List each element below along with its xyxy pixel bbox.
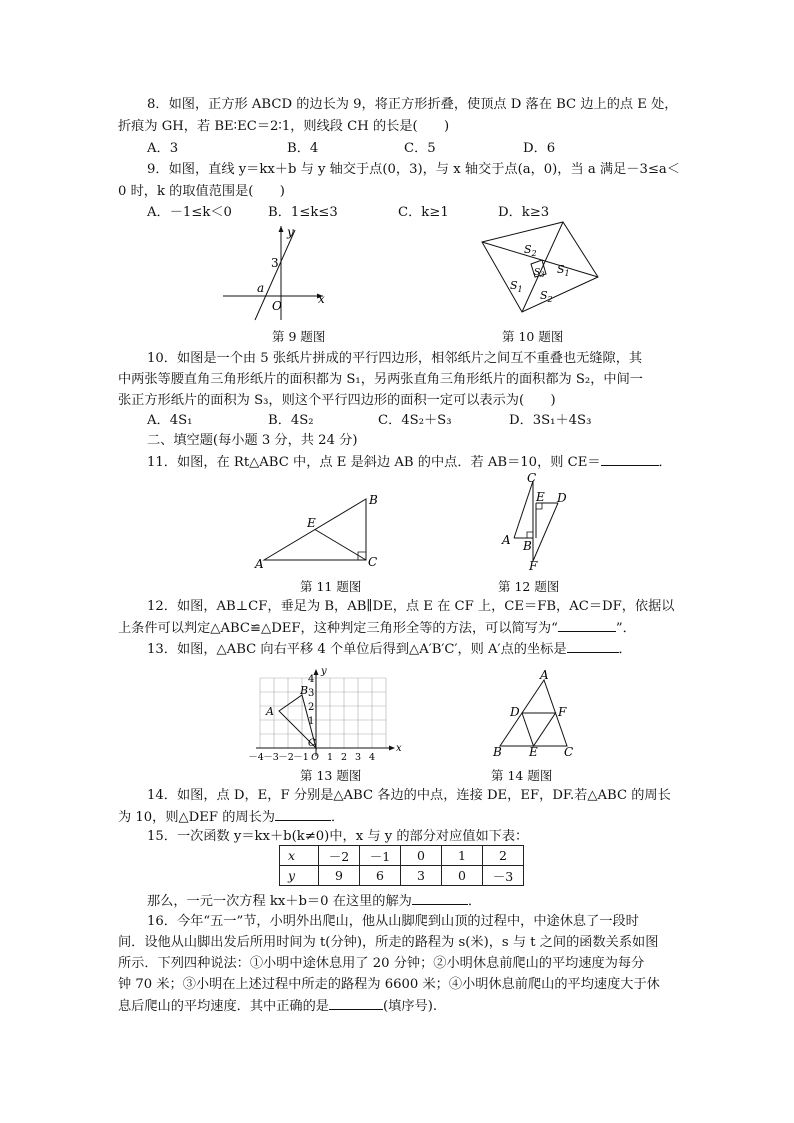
q15-y-label: y [280,866,319,886]
q13-answer-blank[interactable] [567,640,619,653]
q8-option-a: A．3 [147,141,179,156]
figure-12 [498,472,578,572]
q9-option-a: A．－1≤k＜0 [147,205,232,220]
fig13-ytick-2: 2 [308,702,315,713]
fig11-caption: 第 11 题图 [300,579,362,594]
fig14-triangle-def [522,713,556,746]
q9-line2: 0 时，k 的取值范围是( ) [118,184,285,199]
q16-line4: 钟 70 米；③小明在上述过程中所走的路程为 6600 米；④小明休息前爬山的平均速度大于休 [118,977,660,992]
fig10-s1-right: $S_1$ [557,263,570,278]
section-2-heading: 二、填空题(每小题 3 分，共 24 分) [147,433,358,448]
q8-line1: 8．如图，正方形 ABCD 的边长为 9，将正方形折叠，使顶点 D 落在 BC 边上的点 E 处， [147,97,678,112]
fig14-label-A: A [540,668,549,682]
fig13-ytick-1: 1 [308,716,315,727]
q11-answer-blank[interactable] [601,453,659,466]
q8-option-b: B．4 [287,141,319,156]
fig12-label-F: F [529,559,538,573]
fig14-label-D: D [510,705,520,719]
figure-14 [490,670,580,760]
fig10-s2-bottom: $S_2$ [540,289,553,304]
fig12-line-df [533,503,558,561]
fig13-xtick-1: 1 [326,752,334,763]
fig14-label-F: F [558,705,567,719]
fig9-caption: 第 9 题图 [272,329,326,344]
fig9-label-x: x [318,292,325,306]
fig9-label-y: y [287,225,294,239]
fig12-label-E: E [536,490,545,504]
q15-answer-blank[interactable] [412,892,468,905]
fig12-line-ca [514,481,533,538]
fig13-ytick-3: 3 [308,688,315,699]
fig14-label-B: B [493,745,502,759]
q15-x-label: x [280,846,319,866]
fig13-origin: O [311,752,319,763]
q9-option-d: D．k≥3 [498,205,550,220]
q9-option-c: C．k≥1 [398,205,449,220]
q12-line2: 上条件可以判定△ABC≌△DEF，这种判定三角形全等的方法，可以简写为“ ”． [118,621,636,636]
fig13-xtick-m3: －3 [263,752,279,763]
fig11-label-E: E [307,516,316,530]
fig11-label-C: C [368,555,378,569]
fig13-xtick-m1: －1 [293,752,309,763]
q12-answer-blank[interactable] [558,619,616,632]
q12-line1: 12．如图，AB⊥CF，垂足为 B，AB∥DE，点 E 在 CF 上，CE＝FB，AC＝DF，依据以 [147,599,675,614]
fig9-label-origin: O [272,299,282,313]
fig14-caption: 第 14 题图 [491,768,553,783]
q10-line2: 中两张等腰直角三角形纸片的面积都为 S₁，另两张直角三角形纸片的面积都为 S₂，中间一 [118,372,643,387]
fig13-caption: 第 13 题图 [300,768,362,783]
q13-line: 13．如图，△ABC 向右平移 4 个单位后得到△A′B′C′，则 A′点的坐标是 ． [147,642,632,657]
q8-option-d: D．6 [523,141,556,156]
fig13-label-B: B [300,684,309,697]
fig10-caption: 第 10 题图 [502,329,564,344]
fig10-s1-left: $S_1$ [510,279,523,294]
fig13-label-A: A [266,705,274,718]
fig12-label-A: A [502,533,511,547]
fig13-xtick-2: 2 [340,752,348,763]
q16-line5: 息后爬山的平均速度．其中正确的是 (填序号). [118,999,438,1014]
fig11-label-A: A [255,557,264,571]
q9-line1: 9．如图，直线 y＝kx＋b 与 y 轴交于点(0，3)，与 x 轴交于点(a，0)，当 a 满足－3≤a＜ [147,162,680,177]
fig12-label-C: C [527,471,537,485]
fig13-label-y: y [321,666,327,677]
fig14-label-C: C [564,745,574,759]
fig9-label-3: 3 [271,256,279,270]
fig10-s3: $S_3$ [534,268,545,279]
fig9-y-arrow [279,226,284,232]
q10-line1: 10．如图是一个由 5 张纸片拼成的平行四边形，相邻纸片之间互不重叠也无缝隙，其 [147,351,643,366]
q15-row-x: x －2 －1 0 1 2 [280,846,524,866]
q14-line2: 为 10，则△DEF 的周长为 ． [118,810,345,825]
q10-option-d: D．3S₁＋4S₃ [509,413,592,428]
fig14-label-E: E [529,745,538,759]
q15-line1: 15．一次函数 y＝kx＋b(k≠0)中，x 与 y 的部分对应值如下表： [147,829,529,844]
q16-line1: 16．今年“五一”节，小明外出爬山，他从山脚爬到山顶的过程中，中途休息了一段时 [147,914,639,929]
fig13-ytick-4: 4 [308,674,315,685]
q8-line2: 折痕为 GH，若 BE∶EC＝2∶1，则线段 CH 的长是( ) [118,119,450,134]
fig12-caption: 第 12 题图 [498,579,560,594]
figure-10 [480,220,600,316]
figure-11 [252,493,387,573]
fig13-xtick-4: 4 [368,752,376,763]
fig13-xtick-m4: －4 [248,752,264,763]
fig13-label-C: C [308,738,316,749]
q15-value-table [279,845,524,886]
q10-option-b: B．4S₂ [268,413,314,428]
fig10-s2-top: $S_2$ [524,243,537,258]
fig13-xtick-3: 3 [354,752,362,763]
q16-line3: 所示．下列四种说法：①小明中途休息用了 20 分钟；②小明休息前爬山的平均速度为每分 [118,956,645,971]
fig13-grid [260,678,386,748]
q11-line: 11．如图，在 Rt△ABC 中，点 E 是斜边 AB 的中点．若 AB＝10，则 CE＝ ． [147,455,672,470]
q16-line2: 间．设他从山脚出发后所用时间为 t(分钟)，所走的路程为 s(米)，s 与 t 之间的函数关系如图 [118,935,659,950]
fig12-label-D: D [557,491,567,505]
fig13-label-x: x [396,743,402,754]
q10-option-a: A．4S₁ [147,413,193,428]
q10-line3: 张正方形纸片的面积为 S₃，则这个平行四边形的面积一定可以表示为( ) [118,393,556,408]
q10-option-c: C．4S₂＋S₃ [378,413,452,428]
q11-text: 11．如图，在 Rt△ABC 中，点 E 是斜边 AB 的中点．若 AB＝10，则 CE＝ [147,455,601,470]
q15-line2: 那么，一元一次方程 kx＋b＝0 在这里的解为 ． [147,894,482,909]
figure-13 [246,666,406,766]
fig9-label-a: a [257,281,265,295]
fig13-xtick-m2: －2 [278,752,294,763]
q14-answer-blank[interactable] [275,808,331,821]
fig11-label-B: B [369,493,378,507]
q16-answer-blank[interactable] [329,997,383,1010]
q15-row-y: y 9 6 3 0 －3 [280,866,524,886]
q9-option-b: B．1≤k≤3 [268,205,338,220]
fig12-label-B: B [523,539,532,553]
figure-9 [215,222,335,322]
q14-line1: 14．如图，点 D，E，F 分别是△ABC 各边的中点，连接 DE，EF，DF.若△ABC 的周长 [147,788,671,803]
q8-option-c: C．5 [404,141,436,156]
